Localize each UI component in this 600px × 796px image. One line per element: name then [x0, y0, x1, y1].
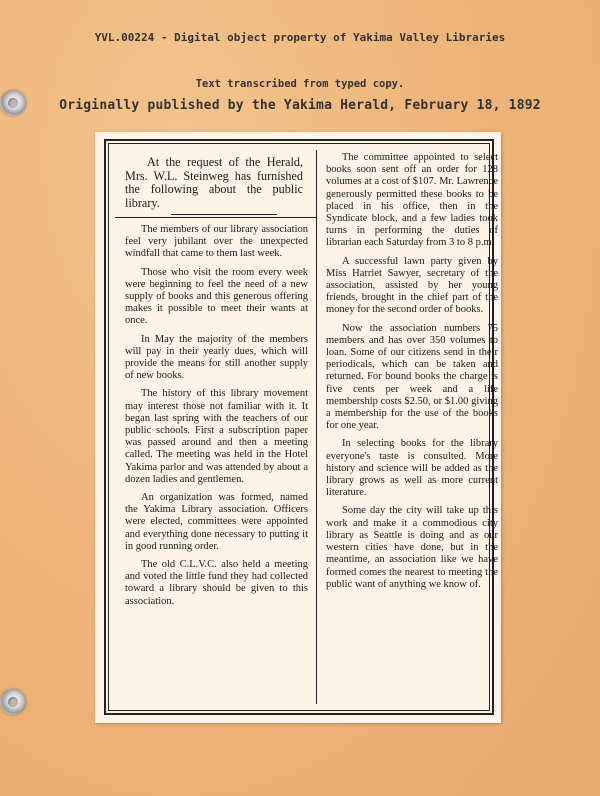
paragraph: In selecting books for the library everyone's taste is consulted. More history and science will be added as the library grows as well as more current literature. [326, 438, 498, 499]
paragraph: An organization was formed, named the Yakima Library association. Officers were elected, committees were appointed and everything done necessary to putting it in good running order. [125, 492, 308, 552]
binder-hole-bottom [0, 689, 26, 715]
paragraph: In May the majority of the members will pay in their yearly dues, which will provide the means for still another supply of new books. [125, 333, 308, 382]
paragraph: The history of this library movement may interest those not familiar with it. It began last spring with the teachers of our public schools. First a subscription paper was passed around and then a meeting called. The meeting was held in the Hotel Yakima parlor and was attended by about a dozen ladies and gentlemen. [125, 388, 308, 485]
copyright-notice: YVL.00224 - Digital object property of Yakima Valley Libraries [94, 31, 506, 44]
paragraph: The old C.L.V.C. also held a meeting and voted the little fund they had collected toward a library should be given to this association. [125, 559, 308, 607]
paragraph: The members of our library association feel very jubilant over the unexpected windfall that came to them last week. [125, 224, 308, 260]
transcription-note: Text transcribed from typed copy. [195, 78, 405, 90]
paragraph: A successful lawn party given by Miss Harriet Sawyer, secretary of the association, assisted by her young friends, brought in the chief part of the money for the second order of books. [326, 255, 498, 316]
column-divider [316, 150, 317, 704]
left-column [125, 224, 308, 614]
publication-note: Originally published by the Yakima Herald, February 18, 1892 [59, 98, 541, 113]
right-column [326, 152, 498, 597]
article-frame [104, 139, 498, 715]
paragraph: Now the association numbers 75 members and has over 350 volumes to loan. Some of our citizens send in their periodicals, which can be taken and returned. For bound books the charge is five cents per week and a life membership costs $2.50, or $1.00 giving a membership for the use of the books for one year. [326, 322, 498, 432]
article-intro: At the request of the Herald, Mrs. W.L. Steinweg has furnished the following about the public library. [125, 155, 303, 210]
intro-divider [115, 217, 316, 218]
paragraph: The committee appointed to select books soon sent off an order for 128 volumes at a cost of $107. Mr. Lawrence generously permitted these books to be placed in his office, then in the Syndicate block, and a few ladies took turns in performing the duties of librarian each Saturday from 3 to 8 p.m. [326, 152, 498, 249]
intro-rule [171, 214, 277, 215]
paragraph: Those who visit the room every week were beginning to feel the need of a new supply of books and this generous offering makes it possible to meet their wants at once. [125, 266, 308, 327]
article-sheet [95, 132, 501, 723]
paragraph: Some day the city will take up this work and make it a commodious city library as Seattle is doing and as our western cities have done, but in the meantime, an association like we have formed comes the nearest to meeting the public want of anything we know of. [326, 505, 498, 590]
